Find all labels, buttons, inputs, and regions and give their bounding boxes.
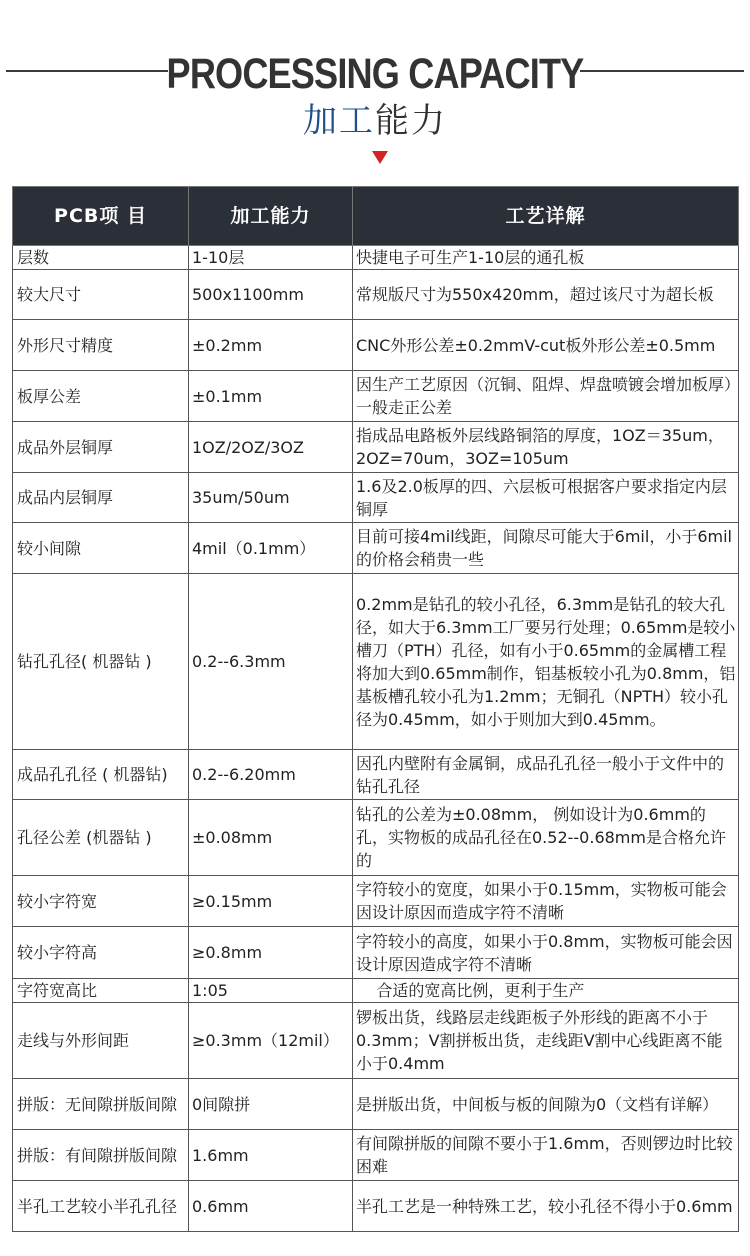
table-row (13, 876, 739, 927)
item-cell: 外形尺寸精度 (13, 320, 189, 371)
item-cell: 层数 (13, 246, 189, 270)
capacity-cell: 1.6mm (189, 1130, 353, 1181)
table-row (13, 800, 739, 876)
item-cell: 较小间隙 (13, 523, 189, 574)
detail-cell: 钻孔的公差为±0.08mm， 例如设计为0.6mm的孔，实物板的成品孔径在0.52--0.68mm是合格允许的 (353, 800, 739, 876)
item-cell: 板厚公差 (13, 371, 189, 422)
table-row (13, 1181, 739, 1232)
table-row (13, 927, 739, 979)
detail-cell: 因生产工艺原因（沉铜、阻焊、焊盘喷镀会增加板厚）一般走正公差 (353, 371, 739, 422)
item-cell: 孔径公差 (机器钻 ) (13, 800, 189, 876)
item-cell: 较小字符宽 (13, 876, 189, 927)
detail-cell: 字符较小的宽度，如果小于0.15mm，实物板可能会因设计原因而造成字符不清晰 (353, 876, 739, 927)
capacity-cell: 0.6mm (189, 1181, 353, 1232)
table-header-row (13, 187, 739, 246)
detail-cell: 指成品电路板外层线路铜箔的厚度，1OZ＝35um，2OZ=70um，3OZ=105um (353, 422, 739, 473)
table-row (13, 246, 739, 270)
capacity-cell: ≥0.8mm (189, 927, 353, 979)
table-row (13, 574, 739, 750)
detail-cell: 1.6及2.0板厚的四、六层板可根据客户要求指定内层铜厚 (353, 473, 739, 523)
detail-cell: 0.2mm是钻孔的较小孔径，6.3mm是钻孔的较大孔径，如大于6.3mm工厂要另行处理；0.65mm是较小槽刀（PTH）孔径，如有小于0.65mm的金属槽工程将加大到0.65mm制作，铝基板较小孔为0.8mm，铝基板槽孔较小孔为1.2mm；无铜孔（NPTH）较小孔径为0.45mm，如小于则加大到0.45mm。 (353, 574, 739, 750)
title-english: PROCESSING CAPACITY (166, 50, 584, 98)
table-row (13, 1079, 739, 1130)
capacity-cell: ≥0.15mm (189, 876, 353, 927)
item-cell: 较大尺寸 (13, 270, 189, 320)
item-cell: 半孔工艺较小半孔孔径 (13, 1181, 189, 1232)
detail-cell: 是拼版出货，中间板与板的间隙为0（文档有详解） (353, 1079, 739, 1130)
capacity-cell: 4mil（0.1mm） (189, 523, 353, 574)
table-row (13, 750, 739, 800)
down-arrow-icon (372, 151, 388, 164)
capacity-table (12, 186, 739, 1232)
detail-cell: 字符较小的高度，如果小于0.8mm，实物板可能会因设计原因造成字符不清晰 (353, 927, 739, 979)
capacity-cell: ±0.08mm (189, 800, 353, 876)
capacity-cell: 1OZ/2OZ/3OZ (189, 422, 353, 473)
detail-cell: 有间隙拼版的间隙不要小于1.6mm，否则锣边时比较困难 (353, 1130, 739, 1181)
capacity-cell: 500x1100mm (189, 270, 353, 320)
detail-cell: CNC外形公差±0.2mmV-cut板外形公差±0.5mm (353, 320, 739, 371)
table-row (13, 473, 739, 523)
capacity-cell: 35um/50um (189, 473, 353, 523)
item-cell: 成品内层铜厚 (13, 473, 189, 523)
title-chinese-rest: 能力 (375, 101, 447, 141)
capacity-cell: 0.2--6.3mm (189, 574, 353, 750)
table-row (13, 270, 739, 320)
detail-cell: 常规版尺寸为550x420mm，超过该尺寸为超长板 (353, 270, 739, 320)
detail-cell: 半孔工艺是一种特殊工艺，较小孔径不得小于0.6mm (353, 1181, 739, 1232)
title-chinese (0, 98, 750, 144)
capacity-cell: 0.2--6.20mm (189, 750, 353, 800)
table-row (13, 371, 739, 422)
item-cell: 成品孔孔径 ( 机器钻) (13, 750, 189, 800)
column-header-capacity: 加工能力 (189, 187, 353, 246)
item-cell: 字符宽高比 (13, 979, 189, 1003)
capacity-cell: 0间隙拼 (189, 1079, 353, 1130)
table-row (13, 320, 739, 371)
item-cell: 较小字符高 (13, 927, 189, 979)
item-cell: 成品外层铜厚 (13, 422, 189, 473)
detail-cell: 因孔内壁附有金属铜，成品孔孔径一般小于文件中的钻孔孔径 (353, 750, 739, 800)
item-cell: 拼版：有间隙拼版间隙 (13, 1130, 189, 1181)
title-chinese-accent: 加工 (303, 101, 375, 141)
detail-cell: 快捷电子可生产1-10层的通孔板 (353, 246, 739, 270)
capacity-cell: 1:05 (189, 979, 353, 1003)
item-cell: 拼版：无间隙拼版间隙 (13, 1079, 189, 1130)
table-row (13, 1130, 739, 1181)
table-row (13, 523, 739, 574)
detail-cell: 目前可接4mil线距，间隙尽可能大于6mil，小于6mil的价格会稍贵一些 (353, 523, 739, 574)
table-row (13, 422, 739, 473)
capacity-cell: ±0.1mm (189, 371, 353, 422)
capacity-cell: ±0.2mm (189, 320, 353, 371)
capacity-cell: ≥0.3mm（12mil） (189, 1003, 353, 1079)
column-header-item: PCB项 目 (13, 187, 189, 246)
item-cell: 钻孔孔径( 机器钻 ) (13, 574, 189, 750)
detail-cell: 锣板出货，线路层走线距板子外形线的距离不小于0.3mm；V割拼板出货，走线距V割中心线距离不能小于0.4mm (353, 1003, 739, 1079)
table-row (13, 1003, 739, 1079)
page-header (0, 0, 750, 185)
table-row (13, 979, 739, 1003)
column-header-detail: 工艺详解 (353, 187, 739, 246)
item-cell: 走线与外形间距 (13, 1003, 189, 1079)
capacity-cell: 1-10层 (189, 246, 353, 270)
detail-cell: 合适的宽高比例，更利于生产 (353, 979, 739, 1003)
